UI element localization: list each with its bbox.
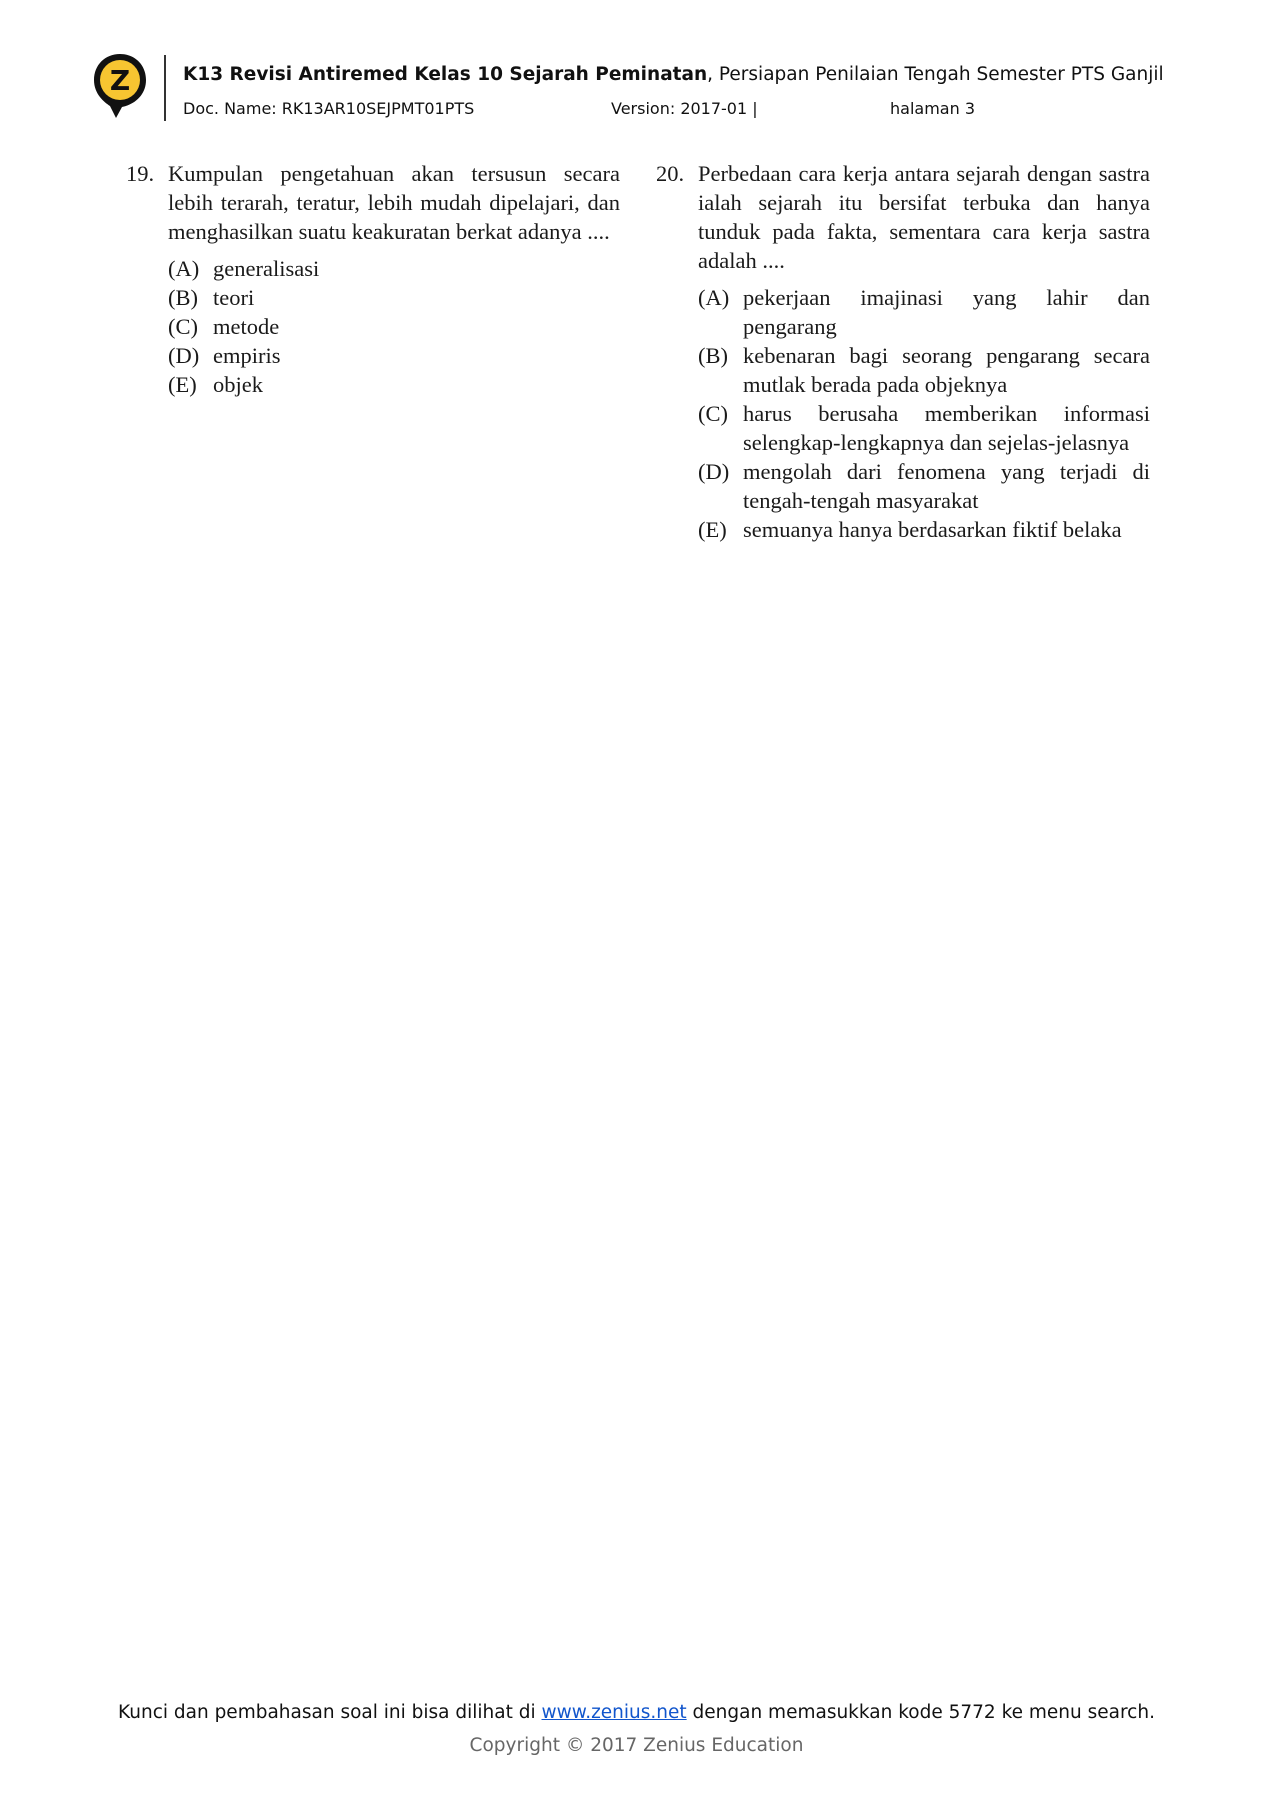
option-d: (D) mengolah dari fenomena yang terjadi di tengah-tengah masyarakat [698, 459, 1150, 513]
option-c: (C) harus berusaha memberikan informasi selengkap-lengkapnya dan sejelas-jelasnya [698, 401, 1150, 455]
zenius-logo [92, 52, 148, 120]
answer-key-note [0, 1702, 1273, 1723]
svg-text:Z: Z [109, 64, 131, 97]
option-b: (B) kebenaran bagi seorang pengarang secara mutlak berada pada objeknya [698, 343, 1150, 397]
option-c: (C) metode [168, 314, 280, 339]
zenius-logo-icon [92, 52, 148, 120]
header-divider [164, 55, 166, 121]
title-bold: K13 Revisi Antiremed Kelas 10 Sejarah Peminatan [183, 64, 708, 85]
title-rest: , Persiapan Penilaian Tengah Semester PTS Ganjil [707, 64, 1164, 85]
question-stem: Perbedaan cara kerja antara sejarah dengan sastra ialah sejarah itu bersifat terbuka dan hanya tunduk pada fakta, sementara cara kerja sastra adalah .... [698, 161, 1150, 273]
document-title [183, 64, 1164, 85]
option-a: (A) generalisasi [168, 256, 320, 281]
doc-name: Doc. Name: RK13AR10SEJPMT01PTS [183, 99, 475, 118]
question-stem: Kumpulan pengetahuan akan tersusun secara lebih terarah, teratur, lebih mudah dipelajari, dan menghasilkan suatu keakuratan berkat adanya .... [168, 161, 620, 244]
option-a: (A) pekerjaan imajinasi yang lahir dan pengarang [698, 285, 1150, 339]
question-20 [656, 159, 1150, 544]
zenius-link[interactable]: www.zenius.net [541, 1702, 687, 1723]
doc-version: Version: 2017-01 | [611, 99, 758, 118]
question-number: 19. [126, 161, 155, 186]
option-e: (E) semuanya hanya berdasarkan fiktif belaka [698, 517, 1122, 542]
key-suffix: dengan memasukkan kode 5772 ke menu search. [686, 1702, 1155, 1723]
option-b: (B) teori [168, 285, 255, 310]
question-19 [126, 159, 620, 399]
option-e: (E) objek [168, 372, 263, 397]
options-list [698, 283, 1150, 544]
key-prefix: Kunci dan pembahasan soal ini bisa dilihat di [118, 1702, 542, 1723]
options-list [168, 254, 620, 399]
copyright: Copyright © 2017 Zenius Education [469, 1735, 804, 1756]
question-number: 20. [656, 161, 685, 186]
page-number: halaman 3 [890, 99, 975, 118]
option-d: (D) empiris [168, 343, 281, 368]
